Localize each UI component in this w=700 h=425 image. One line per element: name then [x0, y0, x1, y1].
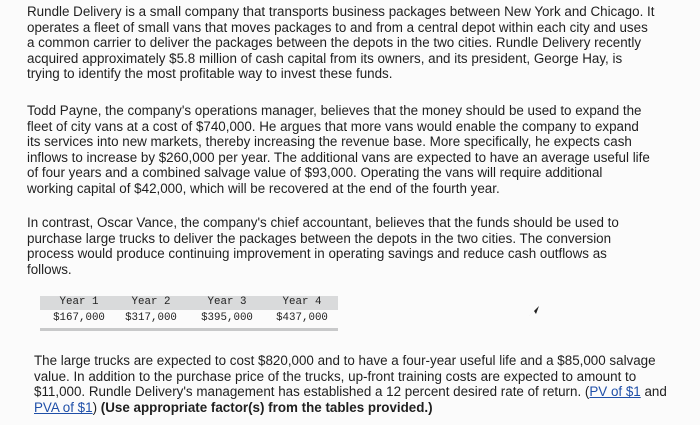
chief-accountant-paragraph: In contrast, Oscar Vance, the company's chief accountant, believes that the funds should be used to purchase large trucks to deliver the packages between the depots in the two cities. The conversion process would produce continuing improvement in operating savings and reduce cash outflows as follows. — [27, 215, 619, 277]
trucks-paragraph — [34, 353, 694, 415]
link-close: ) — [92, 399, 101, 415]
intro-paragraph: Rundle Delivery is a small company that transports business packages between New York and Chicago. It operates a fleet of small vans that moves packages to and from a central depot within each city and uses a common carrier to deliver the packages between the depots in the two cities. Rundle Delivery recently acquired approximately $5.8 million of cash capital from its owners, and its president, George Hay, is trying to identify the most profitable way to invest these funds. — [27, 4, 655, 82]
year-value: $317,000 — [125, 312, 177, 324]
year-label: Year 2 — [131, 296, 171, 308]
year-value: $167,000 — [53, 312, 105, 324]
year-label: Year 1 — [59, 296, 99, 308]
operating-savings-table — [40, 293, 338, 334]
year-label: Year 4 — [282, 296, 322, 308]
mouse-pointer-icon — [528, 305, 540, 317]
trucks-paragraph-text: The large trucks are expected to cost $820,000 and to have a four-year useful life and a $85,000 salvage value. In addition to the purchase price of the trucks, up-front training costs are expected to amount to $11,000. Rundle Delivery's management has established a 12 percent desired rate of return. ( — [34, 353, 656, 400]
link-separator: and — [644, 384, 667, 400]
operations-manager-paragraph: Todd Payne, the company's operations manager, believes that the money should be used to expand the fleet of city vans at a cost of $740,000. He argues that more vans would enable the company to expand its services into new markets, thereby increasing the revenue base. More specifically, he expects cash inflows to increase by $260,000 per year. The additional vans are expected to have an average useful life of four years and a combined salvage value of $93,000. Operating the vans will require additional working capital of $42,000, which will be recovered at the end of the fourth year. — [27, 103, 650, 196]
instruction-text: (Use appropriate factor(s) from the tables provided.) — [100, 399, 433, 415]
year-label: Year 3 — [207, 296, 247, 308]
pv-of-1-link[interactable]: PV of $1 — [589, 384, 641, 400]
year-value: $395,000 — [201, 312, 253, 324]
pva-of-1-link[interactable]: PVA of $1 — [34, 399, 93, 415]
table-bottom-rule — [40, 328, 338, 331]
year-value: $437,000 — [276, 312, 328, 324]
